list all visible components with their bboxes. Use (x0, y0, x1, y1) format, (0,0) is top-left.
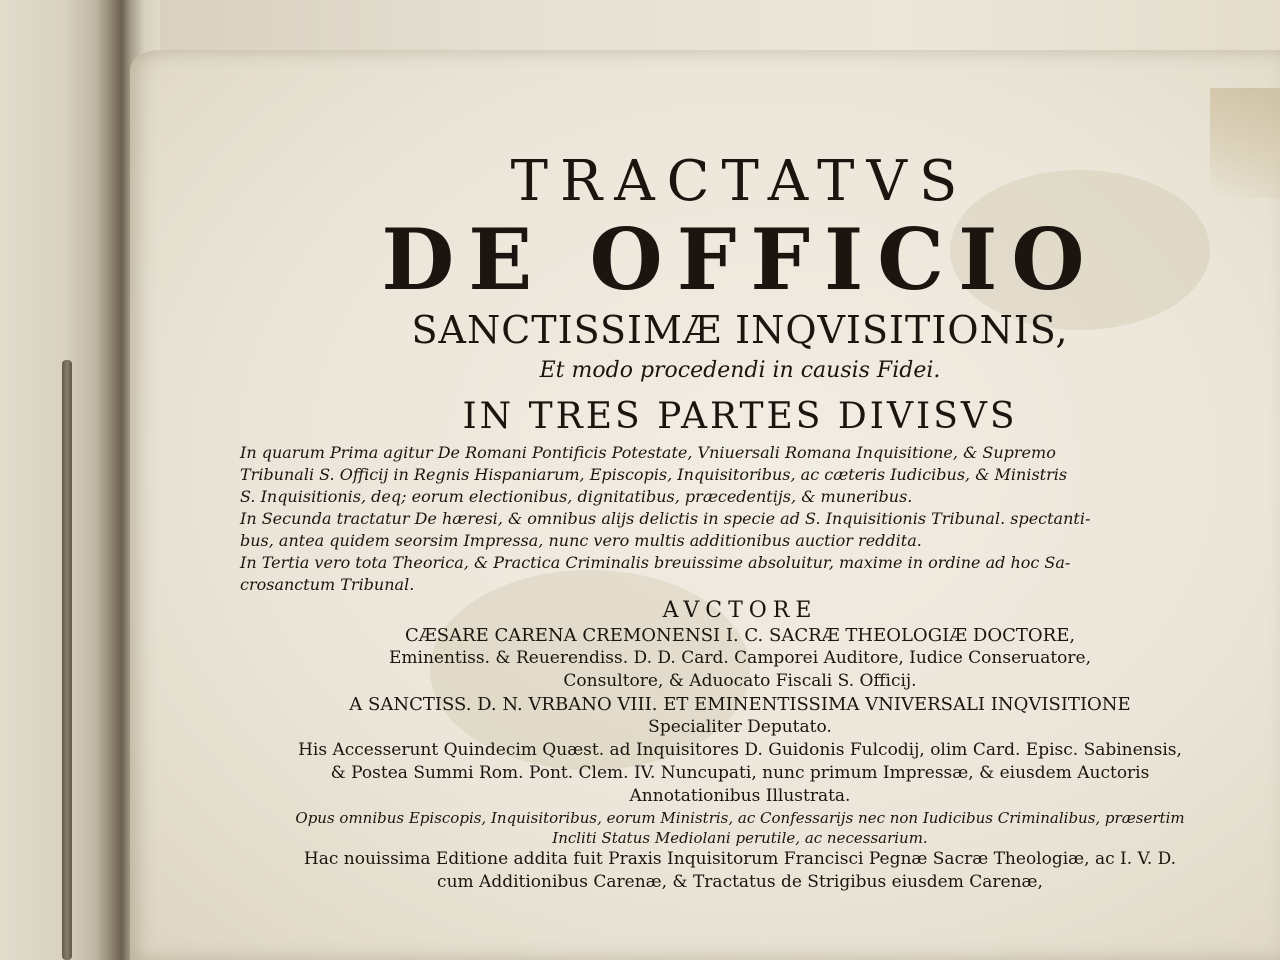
auctor-line: CÆSARE CARENA CREMONENSI I. C. SACRÆ THEOLOGIÆ DOCTORE, (404, 625, 1076, 646)
additions-line: His Accesserunt Quindecim Quæst. ad Inquisitores D. Guidonis Fulcodij, olim Card. Episc. Sabinensis, (298, 740, 1182, 760)
parts-line: Tribunali S. Officij in Regnis Hispaniarum, Episcopis, Inquisitoribus, ac cæteris Iudicibus, & Ministris (240, 465, 1068, 484)
final-line: cum Additionibus Carenæ, & Tractatus de Strigibus eiusdem Carenæ, (437, 872, 1043, 892)
spine-crack (62, 360, 72, 960)
parts-line: S. Inquisitionis, deq; eorum electionibus, dignitatibus, præcedentijs, & muneribus. (240, 487, 913, 506)
opus-line: Opus omnibus Episcopis, Inquisitoribus, eorum Ministris, ac Confessarijs nec non Iudicibus Criminalibus, præsertim (295, 809, 1185, 827)
parts-line: bus, antea quidem seorsim Impressa, nunc vero multis additionibus auctior reddita. (240, 531, 922, 550)
auctor-line: Specialiter Deputato. (648, 717, 832, 737)
title-line-2: DE OFFICIO (381, 210, 1099, 309)
auctor-line: A SANCTISS. D. N. VRBANO VIII. ET EMINENTISSIMA VNIVERSALI INQVISITIONE (349, 694, 1131, 715)
opus-line: Incliti Status Mediolani perutile, ac necessarium. (552, 829, 928, 847)
title-line-1: TRACTATVS (510, 149, 970, 214)
auctor-line: Consultore, & Aduocato Fiscali S. Officij. (563, 671, 917, 691)
additions-line: Annotationibus Illustrata. (629, 786, 851, 806)
parts-heading: IN TRES PARTES DIVISVS (462, 396, 1018, 437)
parts-line: In Tertia vero tota Theorica, & Practica Criminalis breuissime absoluitur, maxime in ordine ad hoc Sa- (240, 553, 1071, 572)
subtitle-line: Et modo procedendi in causis Fidei. (539, 358, 941, 383)
title-page (130, 50, 1280, 960)
auctor-line: Eminentiss. & Reuerendiss. D. D. Card. Camporei Auditore, Iudice Conseruatore, (388, 648, 1091, 668)
title-line-3: SANCTISSIMÆ INQVISITIONIS, (411, 308, 1069, 352)
parts-line: In Secunda tractatur De hæresi, & omnibus alijs delictis in specie ad S. Inquisitionis Tribunal. spectanti- (240, 509, 1091, 528)
additions-line: & Postea Summi Rom. Pont. Clem. IV. Nuncupati, nunc primum Impressæ, & eiusdem Auctoris (330, 763, 1150, 783)
parts-description (200, 442, 1280, 596)
title-text-block (200, 150, 1280, 894)
final-line: Hac nouissima Editione addita fuit Praxis Inquisitorum Francisci Pegnæ Sacræ Theologiæ, ac I. V. D. (303, 849, 1177, 869)
parts-line: In quarum Prima agitur De Romani Pontificis Potestate, Vniuersali Romana Inquisitione, & Supremo (240, 443, 1056, 462)
auctor-heading: AVCTORE (662, 598, 818, 623)
parts-line: crosanctum Tribunal. (240, 575, 415, 594)
